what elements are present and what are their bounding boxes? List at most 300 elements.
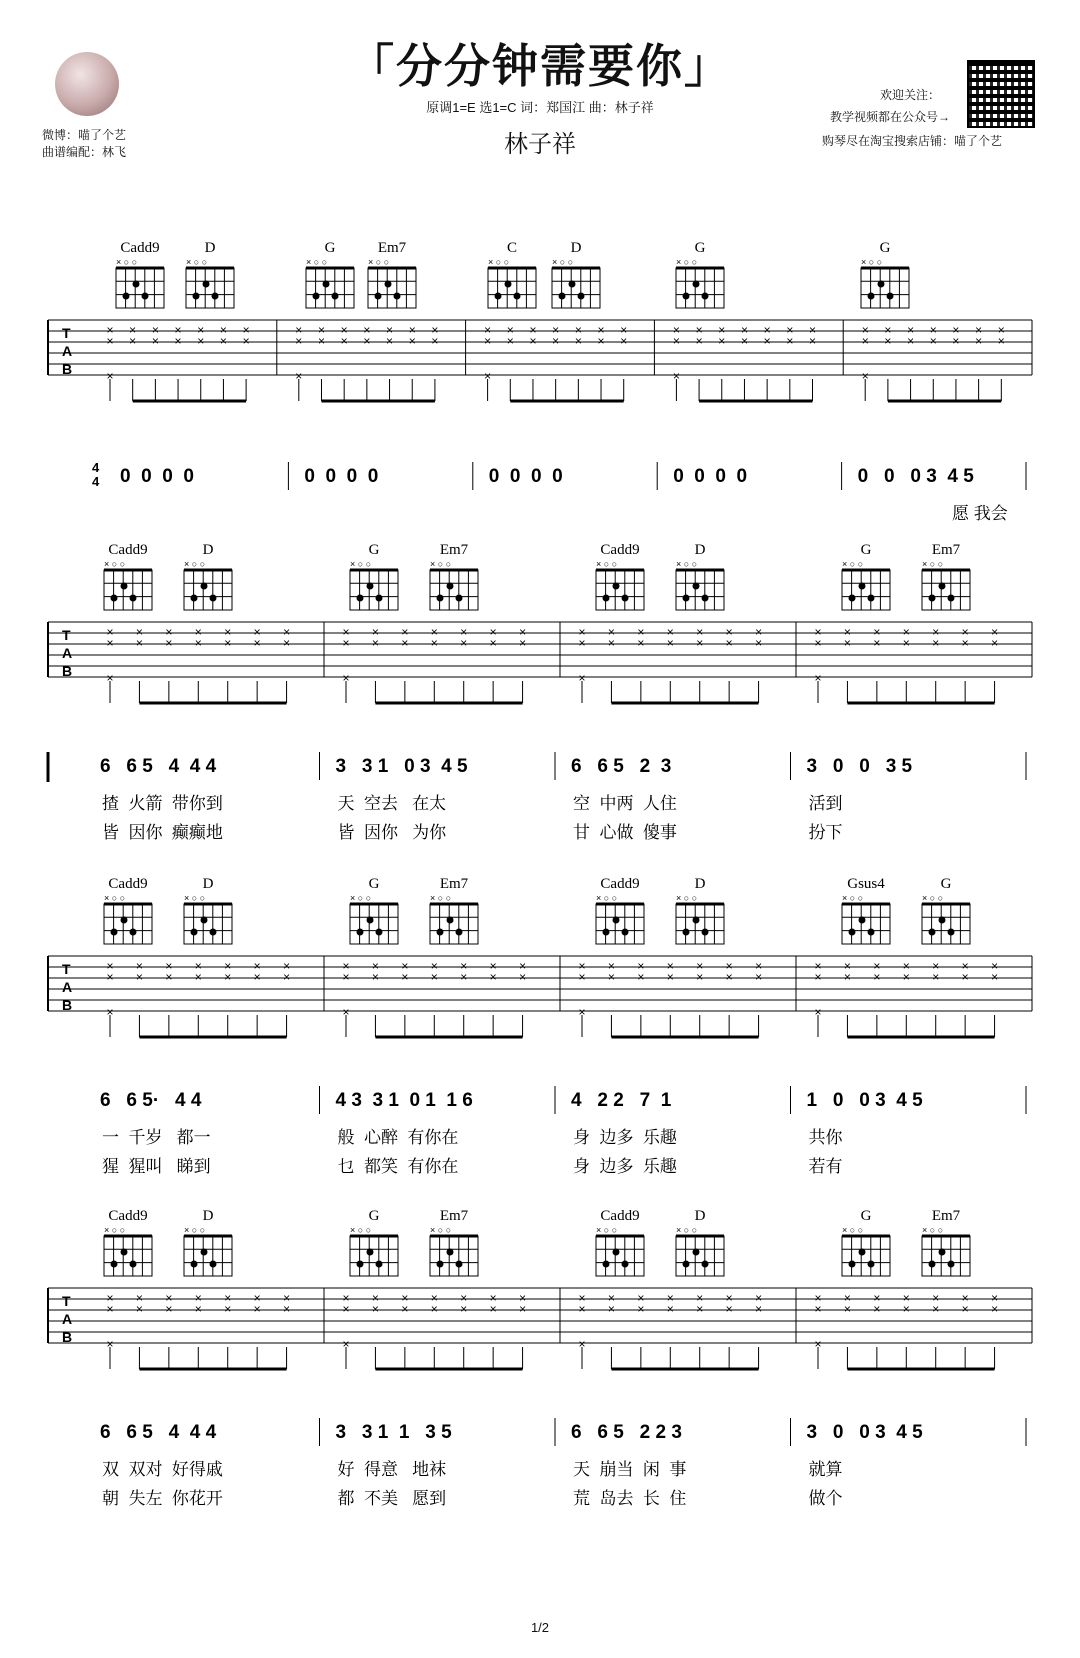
chord-markers: × ○ ○ <box>922 1225 944 1235</box>
strum-x: × <box>506 334 514 348</box>
chord-diagram <box>104 570 152 610</box>
chord-dot <box>613 1249 620 1256</box>
strum-x: × <box>755 970 763 984</box>
chord-diagram <box>350 1236 398 1276</box>
lyric-line-1: 空 中两 人住 <box>573 794 677 813</box>
bass-x: × <box>342 1337 350 1351</box>
tab-letter-b: B <box>62 361 73 377</box>
strum-x: × <box>961 625 969 639</box>
chord-markers: × ○ ○ <box>184 559 206 569</box>
chord-dot <box>313 293 320 300</box>
jianpu-measure: 6 6 5· 4 4 <box>100 1090 202 1111</box>
jianpu-measure: 0 0 0 0 <box>120 466 194 487</box>
chord-dot <box>559 293 566 300</box>
chord-name: D <box>202 1208 214 1224</box>
chord-dot <box>201 1249 208 1256</box>
strum-x: × <box>597 323 605 337</box>
chord-diagram <box>104 904 152 944</box>
chord-markers: × ○ ○ <box>676 1225 698 1235</box>
chord-name: Em7 <box>439 1208 469 1224</box>
strum-x: × <box>401 970 409 984</box>
bass-x: × <box>861 369 869 383</box>
strum-x: × <box>932 959 940 973</box>
chord-name: Em7 <box>377 240 407 256</box>
chord-dot <box>201 583 208 590</box>
strum-x: × <box>489 959 497 973</box>
chord-name: G <box>368 1208 380 1224</box>
chord-dot <box>367 1249 374 1256</box>
chord-diagram <box>676 570 724 610</box>
strum-x: × <box>401 625 409 639</box>
strum-x: × <box>843 970 851 984</box>
strum-x: × <box>637 1291 645 1305</box>
strum-x: × <box>932 970 940 984</box>
chord-markers: × ○ ○ <box>596 559 618 569</box>
strum-x: × <box>371 1291 379 1305</box>
strum-x: × <box>283 1302 291 1316</box>
strum-x: × <box>283 970 291 984</box>
strum-x: × <box>578 1291 586 1305</box>
strum-x: × <box>151 323 159 337</box>
chord-dot <box>437 929 444 936</box>
strum-x: × <box>151 334 159 348</box>
chord-diagram <box>350 570 398 610</box>
chord-dot <box>603 929 610 936</box>
chord-dot <box>702 293 709 300</box>
strum-x: × <box>408 334 416 348</box>
strum-x: × <box>696 1291 704 1305</box>
tab-letter-a: A <box>62 1311 73 1327</box>
strum-x: × <box>932 1291 940 1305</box>
strum-x: × <box>135 1291 143 1305</box>
tab-letter-t: T <box>62 1293 71 1309</box>
strum-x: × <box>165 1291 173 1305</box>
strum-x: × <box>408 323 416 337</box>
strum-x: × <box>484 334 492 348</box>
strum-x: × <box>873 959 881 973</box>
bass-x: × <box>578 1005 586 1019</box>
chord-diagram <box>184 904 232 944</box>
chord-markers: × ○ ○ <box>861 257 883 267</box>
lyric-line-2: 甘 心做 傻事 <box>573 823 677 842</box>
bass-x: × <box>814 1337 822 1351</box>
strum-x: × <box>902 625 910 639</box>
tab-letter-a: A <box>62 645 73 661</box>
chord-dot <box>505 281 512 288</box>
strum-x: × <box>489 636 497 650</box>
strum-x: × <box>672 334 680 348</box>
strum-x: × <box>718 334 726 348</box>
chord-dot <box>376 595 383 602</box>
strum-x: × <box>961 959 969 973</box>
tab-letter-b: B <box>62 997 73 1013</box>
chord-dot <box>191 595 198 602</box>
strum-x: × <box>253 625 261 639</box>
strum-x: × <box>696 625 704 639</box>
chord-name: D <box>570 240 582 256</box>
chord-diagram <box>922 570 970 610</box>
chord-dot <box>683 1261 690 1268</box>
strum-x: × <box>843 636 851 650</box>
lyric-line-2: 朝 失左 你花开 <box>102 1489 223 1508</box>
chord-diagram <box>842 570 890 610</box>
chord-dot <box>447 917 454 924</box>
chord-name: Gsus4 <box>847 876 885 892</box>
chord-diagram <box>186 268 234 308</box>
chord-markers: × ○ ○ <box>430 559 452 569</box>
strum-x: × <box>401 959 409 973</box>
chord-dot <box>437 595 444 602</box>
chord-dot <box>878 281 885 288</box>
lyric-line-2: 皆 因你 为你 <box>337 823 447 842</box>
strum-x: × <box>174 323 182 337</box>
strum-x: × <box>763 323 771 337</box>
chord-dot <box>702 595 709 602</box>
chord-markers: × ○ ○ <box>596 1225 618 1235</box>
chord-dot <box>456 595 463 602</box>
chord-dot <box>887 293 894 300</box>
chord-dot <box>385 281 392 288</box>
chord-dot <box>622 595 629 602</box>
strum-x: × <box>224 1302 232 1316</box>
chord-dot <box>859 583 866 590</box>
strum-x: × <box>224 625 232 639</box>
strum-x: × <box>253 1291 261 1305</box>
jianpu-measure: 4 2 2 7 1 <box>571 1090 672 1111</box>
strum-x: × <box>932 636 940 650</box>
strum-x: × <box>386 334 394 348</box>
bass-x: × <box>106 1337 114 1351</box>
strum-x: × <box>219 334 227 348</box>
chord-diagram <box>552 268 600 308</box>
chord-dot <box>130 595 137 602</box>
chord-markers: × ○ ○ <box>350 893 372 903</box>
chord-name: Cadd9 <box>600 542 640 558</box>
strum-x: × <box>342 625 350 639</box>
jianpu-measure: 0 0 0 0 <box>488 466 563 487</box>
strum-x: × <box>242 334 250 348</box>
strum-x: × <box>430 625 438 639</box>
strum-x: × <box>430 970 438 984</box>
strum-x: × <box>666 636 674 650</box>
shop-label: 购琴尽在淘宝搜索店铺：喵了个艺 <box>822 134 1003 148</box>
strum-x: × <box>489 625 497 639</box>
strum-x: × <box>814 625 822 639</box>
strum-x: × <box>991 1302 999 1316</box>
chord-diagram <box>861 268 909 308</box>
strum-x: × <box>755 636 763 650</box>
strum-x: × <box>637 970 645 984</box>
chord-name: Cadd9 <box>600 1208 640 1224</box>
bass-x: × <box>106 1005 114 1019</box>
strum-x: × <box>814 959 822 973</box>
chord-diagram <box>842 1236 890 1276</box>
chord-dot <box>693 1249 700 1256</box>
strum-x: × <box>718 323 726 337</box>
chord-name: G <box>694 240 706 256</box>
strum-x: × <box>637 625 645 639</box>
strum-x: × <box>975 334 983 348</box>
chord-dot <box>375 293 382 300</box>
jianpu-measure: 6 6 5 4 4 4 <box>100 756 217 777</box>
strum-x: × <box>371 1302 379 1316</box>
chord-dot <box>447 1249 454 1256</box>
time-sig-bottom: 4 <box>92 474 100 489</box>
strum-x: × <box>578 1302 586 1316</box>
strum-x: × <box>342 636 350 650</box>
strum-x: × <box>460 636 468 650</box>
jianpu-measure: 0 0 0 3 4 5 <box>857 466 974 487</box>
strum-x: × <box>283 1291 291 1305</box>
bass-x: × <box>106 671 114 685</box>
strum-x: × <box>861 323 869 337</box>
chord-markers: × ○ ○ <box>488 257 510 267</box>
lyric-line-2: 若有 <box>808 1157 843 1176</box>
strum-x: × <box>607 1302 615 1316</box>
bass-x: × <box>484 369 492 383</box>
chord-diagram <box>922 904 970 944</box>
strum-x: × <box>519 1291 527 1305</box>
chord-diagram <box>676 1236 724 1276</box>
strum-x: × <box>371 625 379 639</box>
strum-x: × <box>430 1291 438 1305</box>
strum-x: × <box>574 323 582 337</box>
chord-diagram <box>596 1236 644 1276</box>
weibo-label: 微博：喵了个艺 <box>42 128 127 142</box>
chord-markers: × ○ ○ <box>184 893 206 903</box>
chord-dot <box>332 293 339 300</box>
strum-x: × <box>224 1291 232 1305</box>
chord-diagram <box>368 268 416 308</box>
strum-x: × <box>666 970 674 984</box>
chord-diagram <box>596 904 644 944</box>
strum-x: × <box>194 636 202 650</box>
strum-x: × <box>763 334 771 348</box>
chord-dot <box>142 293 149 300</box>
chord-dot <box>456 1261 463 1268</box>
strum-x: × <box>666 1291 674 1305</box>
strum-x: × <box>371 636 379 650</box>
strum-x: × <box>460 625 468 639</box>
strum-x: × <box>755 1291 763 1305</box>
strum-x: × <box>165 625 173 639</box>
chord-dot <box>683 595 690 602</box>
chord-dot <box>437 1261 444 1268</box>
strum-x: × <box>219 323 227 337</box>
strum-x: × <box>902 1291 910 1305</box>
strum-x: × <box>283 636 291 650</box>
jianpu-measure: 3 0 0 3 4 5 <box>806 1422 923 1443</box>
chord-name: D <box>202 876 214 892</box>
chord-markers: × ○ ○ <box>350 1225 372 1235</box>
lyric-line-2: 做个 <box>808 1489 843 1508</box>
chord-markers: × ○ ○ <box>596 893 618 903</box>
chord-dot <box>130 929 137 936</box>
strum-x: × <box>607 970 615 984</box>
strum-x: × <box>340 334 348 348</box>
strum-x: × <box>786 323 794 337</box>
chord-name: G <box>860 1208 872 1224</box>
strum-x: × <box>597 334 605 348</box>
strum-x: × <box>519 1302 527 1316</box>
strum-x: × <box>529 334 537 348</box>
tab-letter-b: B <box>62 1329 73 1345</box>
strum-x: × <box>637 959 645 973</box>
chord-dot <box>613 917 620 924</box>
chord-diagram <box>842 904 890 944</box>
strum-x: × <box>814 636 822 650</box>
chord-dot <box>622 929 629 936</box>
chord-name: G <box>860 542 872 558</box>
strum-x: × <box>607 959 615 973</box>
jianpu-measure: 6 6 5 4 4 4 <box>100 1422 217 1443</box>
strum-x: × <box>902 959 910 973</box>
chord-diagram <box>104 1236 152 1276</box>
strum-x: × <box>430 1302 438 1316</box>
strum-x: × <box>342 959 350 973</box>
strum-x: × <box>975 323 983 337</box>
bass-x: × <box>814 671 822 685</box>
strum-x: × <box>489 970 497 984</box>
strum-x: × <box>637 1302 645 1316</box>
jianpu-measure: 6 6 5 2 3 <box>571 756 672 777</box>
chord-dot <box>939 917 946 924</box>
chord-name: Em7 <box>931 542 961 558</box>
strum-x: × <box>902 636 910 650</box>
strum-x: × <box>371 959 379 973</box>
chord-dot <box>121 917 128 924</box>
chord-dot <box>939 583 946 590</box>
tab-letter-b: B <box>62 663 73 679</box>
strum-x: × <box>431 334 439 348</box>
strum-x: × <box>666 625 674 639</box>
chord-name: G <box>368 542 380 558</box>
tab-letter-t: T <box>62 627 71 643</box>
lyric-line-1: 共你 <box>808 1128 843 1147</box>
chord-dot <box>693 917 700 924</box>
chord-dot <box>939 1249 946 1256</box>
chord-markers: × ○ ○ <box>306 257 328 267</box>
strum-x: × <box>371 970 379 984</box>
strum-x: × <box>997 334 1005 348</box>
chord-dot <box>357 1261 364 1268</box>
follow-label: 欢迎关注： <box>880 88 941 102</box>
chord-dot <box>578 293 585 300</box>
chord-dot <box>323 281 330 288</box>
jianpu-measure: 3 0 0 3 5 <box>806 756 913 777</box>
chord-markers: × ○ ○ <box>116 257 138 267</box>
strum-x: × <box>317 323 325 337</box>
strum-x: × <box>929 323 937 337</box>
bass-x: × <box>295 369 303 383</box>
strum-x: × <box>484 323 492 337</box>
strum-x: × <box>253 636 261 650</box>
jianpu-measure: 6 6 5 2 2 3 <box>571 1422 682 1443</box>
strum-x: × <box>725 625 733 639</box>
strum-x: × <box>224 970 232 984</box>
lyric-line-2: 皆 因你 癫癫地 <box>102 823 223 842</box>
chord-diagram <box>922 1236 970 1276</box>
strum-x: × <box>460 970 468 984</box>
strum-x: × <box>696 970 704 984</box>
strum-x: × <box>552 323 560 337</box>
chord-diagram <box>116 268 164 308</box>
strum-x: × <box>907 323 915 337</box>
strum-x: × <box>578 625 586 639</box>
strum-x: × <box>695 323 703 337</box>
strum-x: × <box>340 323 348 337</box>
jianpu-measure: 0 0 0 0 <box>304 466 379 487</box>
strum-x: × <box>165 959 173 973</box>
strum-x: × <box>460 1291 468 1305</box>
strum-x: × <box>809 334 817 348</box>
time-sig-top: 4 <box>92 460 100 475</box>
bass-x: × <box>106 369 114 383</box>
strum-x: × <box>991 959 999 973</box>
lyric-line-1: 身 边多 乐趣 <box>573 1128 677 1147</box>
strum-x: × <box>401 1291 409 1305</box>
strum-x: × <box>725 1302 733 1316</box>
strum-x: × <box>135 1302 143 1316</box>
strum-x: × <box>991 636 999 650</box>
strum-x: × <box>197 334 205 348</box>
strum-x: × <box>106 625 114 639</box>
strum-x: × <box>952 334 960 348</box>
chord-name: G <box>940 876 952 892</box>
page-number: 1/2 <box>530 1620 550 1635</box>
chord-name: Cadd9 <box>108 876 148 892</box>
chord-markers: × ○ ○ <box>552 257 574 267</box>
chord-dot <box>929 1261 936 1268</box>
chord-name: Cadd9 <box>120 240 160 256</box>
strum-x: × <box>755 625 763 639</box>
lyric-line-1: 双 双对 好得戚 <box>102 1460 223 1479</box>
strum-x: × <box>489 1291 497 1305</box>
chord-dot <box>191 1261 198 1268</box>
strum-x: × <box>755 1302 763 1316</box>
strum-x: × <box>755 959 763 973</box>
chord-dot <box>495 293 502 300</box>
chord-markers: × ○ ○ <box>676 893 698 903</box>
strum-x: × <box>283 625 291 639</box>
chord-markers: × ○ ○ <box>430 1225 452 1235</box>
chord-dot <box>702 1261 709 1268</box>
chord-name: Em7 <box>439 876 469 892</box>
chord-markers: × ○ ○ <box>104 1225 126 1235</box>
chord-name: C <box>506 240 518 256</box>
chord-name: G <box>879 240 891 256</box>
chord-name: D <box>694 876 706 892</box>
strum-x: × <box>194 959 202 973</box>
strum-x: × <box>929 334 937 348</box>
chord-name: D <box>694 1208 706 1224</box>
chord-markers: × ○ ○ <box>104 559 126 569</box>
strum-x: × <box>902 970 910 984</box>
chord-markers: × ○ ○ <box>842 893 864 903</box>
strum-x: × <box>607 1291 615 1305</box>
strum-x: × <box>401 636 409 650</box>
chord-dot <box>693 583 700 590</box>
strum-x: × <box>165 636 173 650</box>
strum-x: × <box>253 970 261 984</box>
strum-x: × <box>873 625 881 639</box>
chord-name: D <box>204 240 216 256</box>
strum-x: × <box>620 323 628 337</box>
strum-x: × <box>932 1302 940 1316</box>
strum-x: × <box>106 1291 114 1305</box>
chord-dot <box>210 595 217 602</box>
chord-dot <box>111 929 118 936</box>
